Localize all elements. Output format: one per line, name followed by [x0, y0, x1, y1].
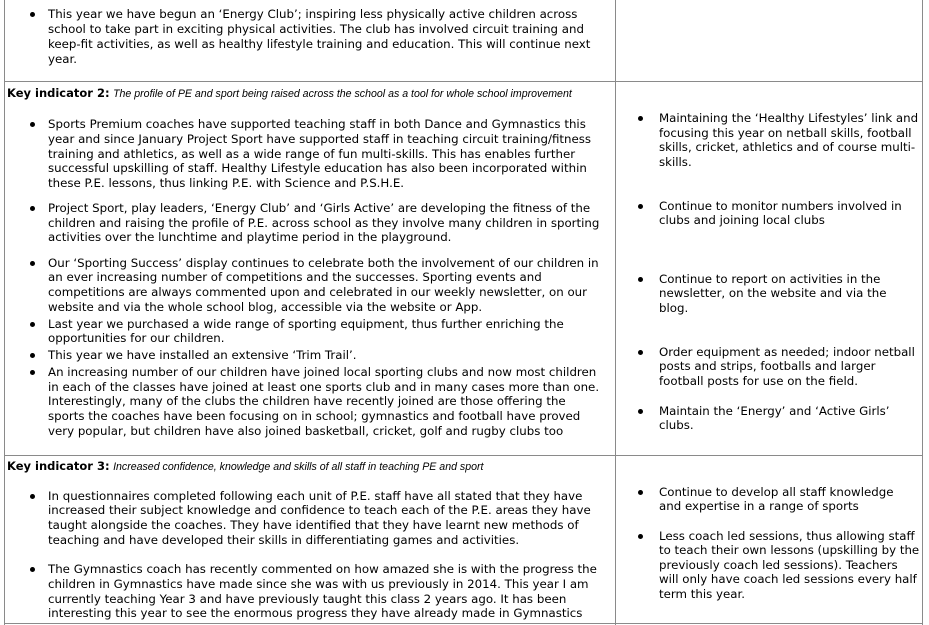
text-line: Less coach led sessions, thus allowing staff [659, 529, 915, 543]
key-indicator-2-header [7, 86, 572, 101]
text-line: keep-fit activities, as well as healthy lifestyle training and education. This will continue next [48, 37, 591, 51]
text-line: training and athletics, as well as a wide range of fun multi-skills. This has enables further [48, 147, 576, 161]
text-line: Continue to develop all staff knowledge [659, 485, 894, 499]
text-line: Sports Premium coaches have supported teaching staff in both Dance and Gymnastics this [48, 117, 586, 131]
text-line: successful upskilling of staff. Healthy Lifestyle education has also been incorporated within [48, 161, 587, 175]
text-line: these P.E. lessons, thus linking P.E. with Science and P.S.H.E. [48, 176, 405, 190]
text-line: Last year we purchased a wide range of sporting equipment, thus further enriching the [48, 317, 564, 331]
text-line: football posts for use on the field. [659, 374, 858, 388]
text-line: an ever increasing number of competitions and the successes. Sporting events and [48, 270, 542, 284]
text-line: school to take part in exciting physical activities. The club has involved circuit training and [48, 22, 584, 36]
bullet-icon [638, 409, 643, 414]
text-line: year. [48, 52, 77, 66]
key-indicator-3-label: Key indicator 3: [7, 459, 110, 473]
text-line: competitions are always commented upon and celebrated in our weekly newsletter, on our [48, 285, 588, 299]
text-line: Maintaining the ‘Healthy Lifestyles’ link and [659, 111, 919, 125]
text-line: children and raising the profile of P.E. across school as they involve many children in sporting [48, 216, 600, 230]
row-divider-1 [4, 81, 923, 82]
bullet-icon [638, 277, 643, 282]
table-border-right [922, 0, 923, 625]
text-line: The Gymnastics coach has recently commented on how amazed she is with the progress the [48, 562, 597, 576]
text-line: website and via the whole school blog, accessible via the website or App. [48, 300, 483, 314]
text-line: skills, cricket, athletics and of course multi- [659, 140, 916, 154]
key-indicator-3-header [7, 459, 483, 474]
text-line: skills. [659, 155, 692, 169]
text-line: blog. [659, 301, 689, 315]
text-line: children in Gymnastics have made since she was with us previously in 2014. This year I am [48, 577, 589, 591]
text-line: Continue to monitor numbers involved in [659, 199, 902, 213]
text-line: sports the coaches have been focusing on in school; gymnastics and football have proved [48, 409, 581, 423]
table-border-left [4, 0, 5, 625]
text-line: taught alongside the coaches. They have identified that they have learnt new methods of [48, 518, 579, 532]
bullet-icon [30, 206, 35, 211]
bullet-icon [30, 12, 35, 17]
table-border-middle [615, 0, 616, 625]
bullet-icon [638, 350, 643, 355]
text-line: interesting this year to see the enormous progress they have already made in Gymnastics [48, 606, 583, 620]
text-line: to teach their own lessons (upskilling by the [659, 543, 920, 557]
bullet-icon [30, 494, 35, 499]
text-line: and expertise in a range of sports [659, 499, 859, 513]
text-line: increased their subject knowledge and confidence to teach each of the P.E. areas they have [48, 503, 591, 517]
text-line: This year we have begun an ‘Energy Club’; inspiring less physically active children across [48, 7, 578, 21]
text-line: This year we have installed an extensive ‘Trim Trail’. [48, 348, 357, 362]
text-line: year and since January Project Sport have supported staff in teaching circuit training/fitness [48, 132, 592, 146]
text-line: Continue to report on activities in the [659, 272, 881, 286]
text-line: teaching and have developed their skills in differentiating games and activities. [48, 533, 520, 547]
text-line: opportunities for our children. [48, 331, 225, 345]
text-line: In questionnaires completed following each unit of P.E. staff have all stated that they have [48, 489, 583, 503]
text-line: Order equipment as needed; indoor netball [659, 345, 915, 359]
key-indicator-3-description: Increased confidence, knowledge and skills of all staff in teaching PE and sport [113, 461, 484, 473]
bullet-icon [30, 322, 35, 327]
text-line: activities over the lunchtime and playtime period in the playground. [48, 230, 452, 244]
text-line: focusing this year on netball skills, football [659, 126, 912, 140]
text-line: clubs. [659, 418, 694, 432]
text-line: very popular, but children have also joined basketball, cricket, golf and rugby clubs too [48, 424, 564, 438]
text-line: Maintain the ‘Energy’ and ‘Active Girls’ [659, 404, 890, 418]
text-line: posts and strips, footballs and larger [659, 359, 876, 373]
bullet-icon [30, 370, 35, 375]
key-indicator-2-label: Key indicator 2: [7, 86, 110, 100]
text-line: will only have coach led sessions every half [659, 572, 917, 586]
text-line: Project Sport, play leaders, ‘Energy Club’ and ‘Girls Active’ are developing the fitness of the [48, 201, 591, 215]
text-line: Our ‘Sporting Success’ display continues to celebrate both the involvement of our children in [48, 256, 599, 270]
row-divider-2 [4, 455, 923, 456]
bullet-icon [30, 261, 35, 266]
bullet-icon [638, 204, 643, 209]
text-line: Interestingly, many of the clubs the children have recently joined are those offering the [48, 394, 566, 408]
bullet-icon [30, 353, 35, 358]
text-line: An increasing number of our children have joined local sporting clubs and now most children [48, 365, 597, 379]
bullet-icon [30, 122, 35, 127]
text-line: term this year. [659, 587, 746, 601]
text-line: currently teaching Year 3 and have previously taught this class 2 years ago. It has been [48, 592, 567, 606]
text-line: previously coach led sessions). Teachers [659, 558, 898, 572]
text-line: clubs and joining local clubs [659, 213, 825, 227]
bullet-icon [638, 490, 643, 495]
bullet-icon [638, 116, 643, 121]
table-border-bottom [4, 623, 923, 624]
text-line: in each of the classes have joined at least one sports club and in many cases more than one. [48, 380, 600, 394]
bullet-icon [30, 567, 35, 572]
bullet-icon [638, 534, 643, 539]
text-line: newsletter, on the website and via the [659, 286, 887, 300]
key-indicator-2-description: The profile of PE and sport being raised across the school as a tool for whole school improvement [113, 88, 572, 100]
